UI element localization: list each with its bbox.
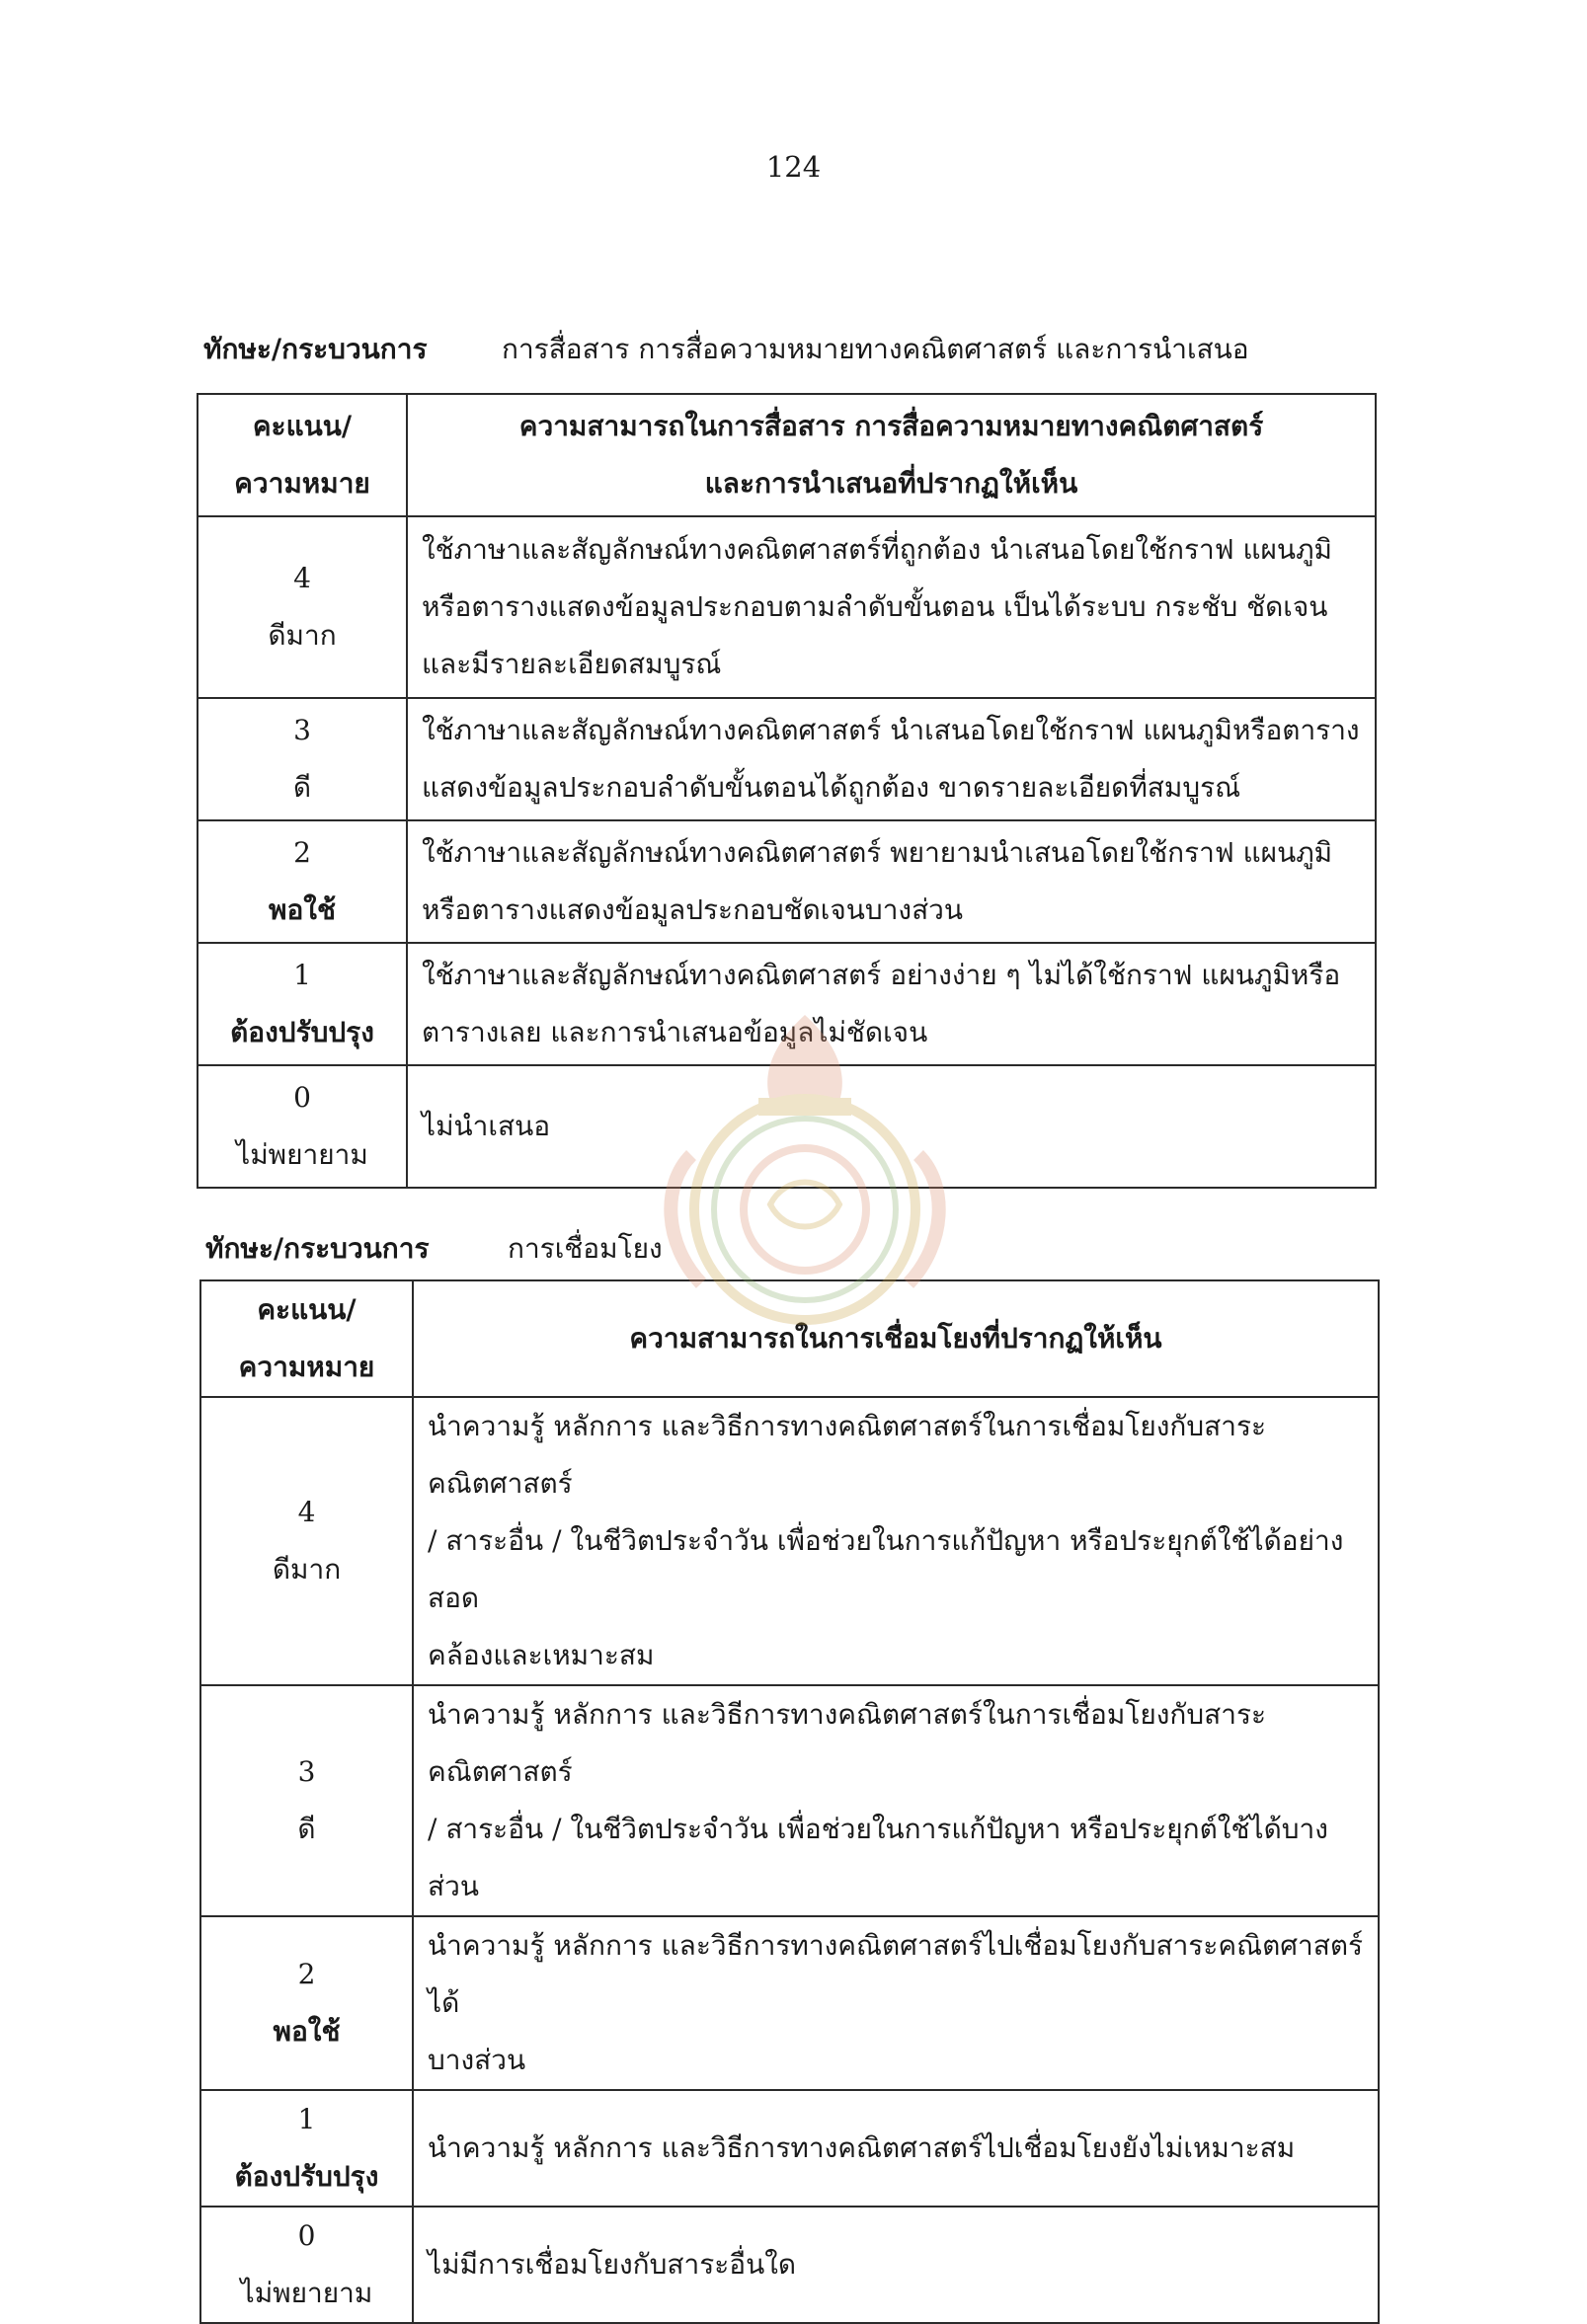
description-line: นำความรู้ หลักการ และวิธีการทางคณิตศาสตร์ในการเชื่อมโยงกับสาระคณิตศาสตร์: [428, 1410, 1267, 1500]
topic-line: [205, 1227, 663, 1271]
header-score-cell: [198, 394, 407, 516]
table-row: [198, 1065, 1376, 1188]
score-value: 2: [293, 836, 311, 869]
topic-value: การเชื่อมโยง: [508, 1232, 663, 1265]
score-value: 4: [297, 1496, 316, 1528]
score-meaning: พอใช้: [269, 893, 336, 926]
score-cell: [200, 1685, 413, 1916]
score-value: 3: [297, 1755, 316, 1788]
page-number: 124: [765, 150, 822, 184]
description-line: ใช้ภาษาและสัญลักษณ์ทางคณิตศาสตร์ นำเสนอโดยใช้กราฟ แผนภูมิหรือตาราง: [422, 714, 1360, 746]
description-line: ใช้ภาษาและสัญลักษณ์ทางคณิตศาสตร์ อย่างง่าย ๆ ไม่ได้ใช้กราฟ แผนภูมิหรือ: [422, 959, 1341, 991]
score-cell: [198, 516, 407, 698]
description-cell: [407, 943, 1376, 1065]
description-line: บางส่วน: [428, 2044, 526, 2076]
header-score-line: คะแนน/: [252, 410, 353, 442]
score-cell: [198, 698, 407, 820]
description-line: ไม่มีการเชื่อมโยงกับสาระอื่นใด: [428, 2248, 797, 2281]
topic-label: ทักษะ/กระบวนการ: [205, 1232, 430, 1265]
description-line: ตารางเลย และการนำเสนอข้อมูลไม่ชัดเจน: [422, 1016, 928, 1048]
score-meaning: ต้องปรับปรุง: [230, 1016, 374, 1048]
table-row: [198, 820, 1376, 943]
table-row: [200, 1685, 1379, 1916]
header-desc-cell: [413, 1280, 1379, 1397]
topic-line: [203, 328, 1249, 371]
header-score-line: ความหมาย: [238, 1351, 375, 1383]
score-cell: [200, 1916, 413, 2090]
header-desc-line: และการนำเสนอที่ปรากฏให้เห็น: [704, 467, 1078, 500]
score-meaning: ไม่พยายาม: [236, 1138, 368, 1171]
topic-label: ทักษะ/กระบวนการ: [203, 333, 428, 365]
description-cell: [413, 1685, 1379, 1916]
score-cell: [200, 1397, 413, 1685]
score-meaning: ต้องปรับปรุง: [234, 2160, 379, 2193]
description-cell: [413, 2207, 1379, 2323]
description-line: นำความรู้ หลักการ และวิธีการทางคณิตศาสตร์ไปเชื่อมโยงกับสาระคณิตศาสตร์ได้: [428, 1929, 1364, 2019]
score-cell: [198, 943, 407, 1065]
score-value: 3: [293, 714, 311, 746]
header-desc-line: ความสามารถในการสื่อสาร การสื่อความหมายทางคณิตศาสตร์: [518, 410, 1264, 442]
score-cell: [200, 2207, 413, 2323]
table-row: [198, 943, 1376, 1065]
score-value: 2: [297, 1958, 316, 1990]
description-cell: [407, 516, 1376, 698]
score-meaning: พอใช้: [273, 2015, 341, 2048]
description-line: นำความรู้ หลักการ และวิธีการทางคณิตศาสตร์ในการเชื่อมโยงกับสาระคณิตศาสตร์: [428, 1698, 1267, 1788]
description-cell: [413, 1916, 1379, 2090]
description-line: ใช้ภาษาและสัญลักษณ์ทางคณิตศาสตร์ที่ถูกต้อง นำเสนอโดยใช้กราฟ แผนภูมิ: [422, 533, 1332, 566]
description-line: คล้องและเหมาะสม: [428, 1639, 655, 1671]
description-cell: [407, 1065, 1376, 1188]
score-value: 1: [293, 959, 311, 991]
table-row: [200, 2207, 1379, 2323]
score-value: 0: [293, 1081, 311, 1114]
score-meaning: ดี: [297, 1813, 316, 1845]
description-line: หรือตารางแสดงข้อมูลประกอบตามลำดับขั้นตอน เป็นได้ระบบ กระชับ ชัดเจน: [422, 590, 1328, 623]
header-score-cell: [200, 1280, 413, 1397]
description-cell: [407, 698, 1376, 820]
description-line: แสดงข้อมูลประกอบลำดับขั้นตอนได้ถูกต้อง ขาดรายละเอียดที่สมบูรณ์: [422, 771, 1241, 804]
score-meaning: ไม่พยายาม: [240, 2277, 373, 2309]
table-header-row: [200, 1280, 1379, 1397]
description-line: / สาระอื่น / ในชีวิตประจำวัน เพื่อช่วยในการแก้ปัญหา หรือประยุกต์ใช้ได้อย่างสอด: [428, 1524, 1344, 1614]
description-line: นำความรู้ หลักการ และวิธีการทางคณิตศาสตร์ไปเชื่อมโยงยังไม่เหมาะสม: [428, 2131, 1296, 2164]
description-cell: [413, 1397, 1379, 1685]
table-row: [198, 698, 1376, 820]
score-cell: [198, 820, 407, 943]
rubric-table: [199, 1279, 1380, 2324]
table-row: [198, 516, 1376, 698]
table-row: [200, 2090, 1379, 2207]
description-cell: [413, 2090, 1379, 2207]
table-row: [200, 1916, 1379, 2090]
score-meaning: ดีมาก: [268, 619, 337, 652]
description-line: ไม่นำเสนอ: [422, 1110, 551, 1142]
description-line: และมีรายละเอียดสมบูรณ์: [422, 648, 722, 680]
score-meaning: ดีมาก: [272, 1553, 342, 1586]
header-score-line: คะแนน/: [257, 1293, 357, 1326]
score-value: 4: [293, 562, 311, 594]
description-line: หรือตารางแสดงข้อมูลประกอบชัดเจนบางส่วน: [422, 893, 964, 926]
header-desc-cell: [407, 394, 1376, 516]
header-score-line: ความหมาย: [234, 467, 370, 500]
score-value: 1: [297, 2103, 316, 2135]
description-cell: [407, 820, 1376, 943]
topic-value: การสื่อสาร การสื่อความหมายทางคณิตศาสตร์ และการนำเสนอ: [502, 333, 1249, 365]
score-value: 0: [297, 2219, 316, 2252]
header-desc-line: ความสามารถในการเชื่อมโยงที่ปรากฏให้เห็น: [629, 1322, 1162, 1355]
score-cell: [198, 1065, 407, 1188]
table-header-row: [198, 394, 1376, 516]
description-line: / สาระอื่น / ในชีวิตประจำวัน เพื่อช่วยในการแก้ปัญหา หรือประยุกต์ใช้ได้บางส่วน: [428, 1813, 1328, 1902]
rubric-table: [197, 393, 1377, 1189]
description-line: ใช้ภาษาและสัญลักษณ์ทางคณิตศาสตร์ พยายามนำเสนอโดยใช้กราฟ แผนภูมิ: [422, 836, 1333, 869]
table-row: [200, 1397, 1379, 1685]
score-meaning: ดี: [292, 771, 312, 804]
score-cell: [200, 2090, 413, 2207]
